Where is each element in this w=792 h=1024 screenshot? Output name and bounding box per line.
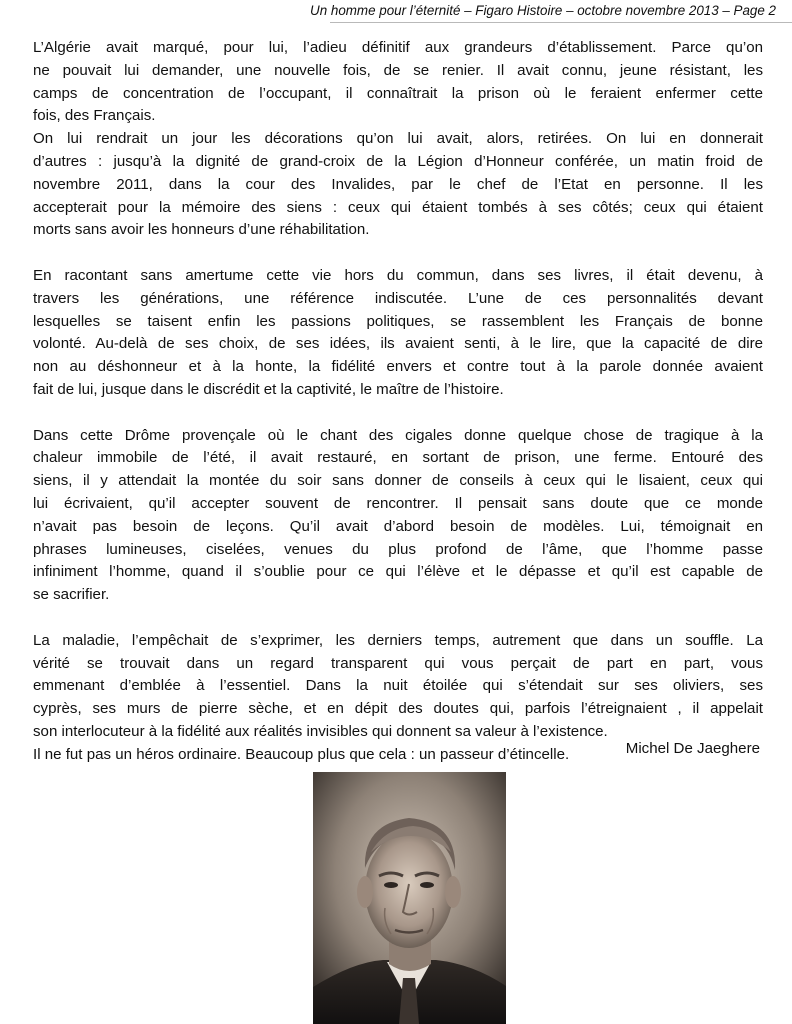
paragraph-line: fois, des Français. [33,107,156,125]
article-paragraph [33,425,763,607]
paragraph-line: L’Algérie avait marqué, pour lui, l’adieu définitif aux grandeurs d’établissement. Parce qu’on [33,39,763,56]
author-signature: Michel De Jaeghere [625,740,760,757]
paragraph-line: travers les générations, une référence indiscutée. L’une de ces personnalités devant [33,289,763,307]
paragraph-line: son interlocuteur à la fidélité aux réalités invisibles qui donnent sa valeur à l’existence. [33,722,608,740]
article-paragraph [33,37,763,242]
author-portrait-photo [313,772,506,1024]
paragraph-line: fait de lui, jusque dans le discrédit et la captivité, le maître de l’histoire. [33,380,504,398]
page-header: Un homme pour l’éternité – Figaro Histoire – octobre novembre 2013 – Page 2 [310,3,776,18]
paragraph-line: cyprès, ses murs de pierre sèche, et en dépit des doutes qui, parfois l’étreignaient , il appelait [33,700,763,718]
paragraph-line: se sacrifier. [33,586,110,604]
paragraph-line: siens, il y attendait la montée du soir sans donner de conseils à ceux qui le lisaient, ceux qui [33,472,763,490]
paragraph-line: On lui rendrait un jour les décorations qu’on lui avait, alors, retirées. On lui en donnerait [33,130,763,148]
paragraph-line: camps de concentration de l’occupant, il connaîtrait la prison où le feraient enfermer cette [33,84,763,102]
paragraph-line: morts sans avoir les honneurs d’une réhabilitation. [33,221,370,239]
portrait-photo-icon [313,772,506,1024]
article-paragraph [33,265,763,402]
paragraph-line: d’autres : jusqu’à la dignité de grand-croix de la Légion d’Honneur conférée, un matin froid de [33,152,763,170]
paragraph-line: non au déshonneur et à la honte, la fidélité envers et contre tout à la parole donnée avaient [33,358,763,376]
paragraph-line: ne pouvait lui demander, une nouvelle fois, de se renier. Il avait connu, jeune résistant, les [33,61,763,79]
paragraph-line: La maladie, l’empêchait de s’exprimer, les derniers temps, autrement que dans un souffle. La [33,631,763,649]
article-body [33,37,763,789]
paragraph-line: chaleur immobile de l’été, il avait restauré, en sortant de prison, une ferme. Entouré des [33,449,763,467]
paragraph-line: Il ne fut pas un héros ordinaire. Beaucoup plus que cela : un passeur d’étincelle. [33,745,570,763]
paragraph-line: accepterait pour la mémoire des siens : ceux qui étaient tombés à ses côtés; ceux qui étaient [33,198,763,216]
header-rule [330,22,792,23]
paragraph-line: emmenant d’emblée à l’essentiel. Dans la nuit étoilée qui s’étendait sur ses oliviers, ses [33,677,763,695]
paragraph-line: n’avait pas besoin de leçons. Qu’il avait d’abord besoin de modèles. Lui, témoignait en [33,517,763,535]
paragraph-line: lui écrivaient, qu’il accepter souvent de rencontrer. Il pensait sans doute que ce monde [33,494,763,512]
paragraph-line: novembre 2011, dans la cour des Invalides, par le chef de l’Etat en personne. Il les [33,175,763,193]
paragraph-line: volonté. Au-delà de ses choix, de ses idées, ils avaient senti, à le lire, que la capacité de dire [33,335,763,353]
paragraph-line: vérité se trouvait dans un regard transparent qui vous perçait de part en part, vous [33,654,763,672]
paragraph-line: Dans cette Drôme provençale où le chant des cigales donne quelque chose de tragique à la [33,426,763,444]
paragraph-line: lesquelles se taisent enfin les passions politiques, se rassemblent les Français de bonne [33,312,763,330]
paragraph-line: En racontant sans amertume cette vie hors du commun, dans ses livres, il était devenu, à [33,266,763,284]
paragraph-line: phrases lumineuses, ciselées, venues du plus profond de l’âme, que l’homme passe [33,540,763,558]
paragraph-line: infiniment l’homme, quand il s’oublie pour ce qui l’élève et le dépasse et qu’il est capable de [33,563,763,581]
